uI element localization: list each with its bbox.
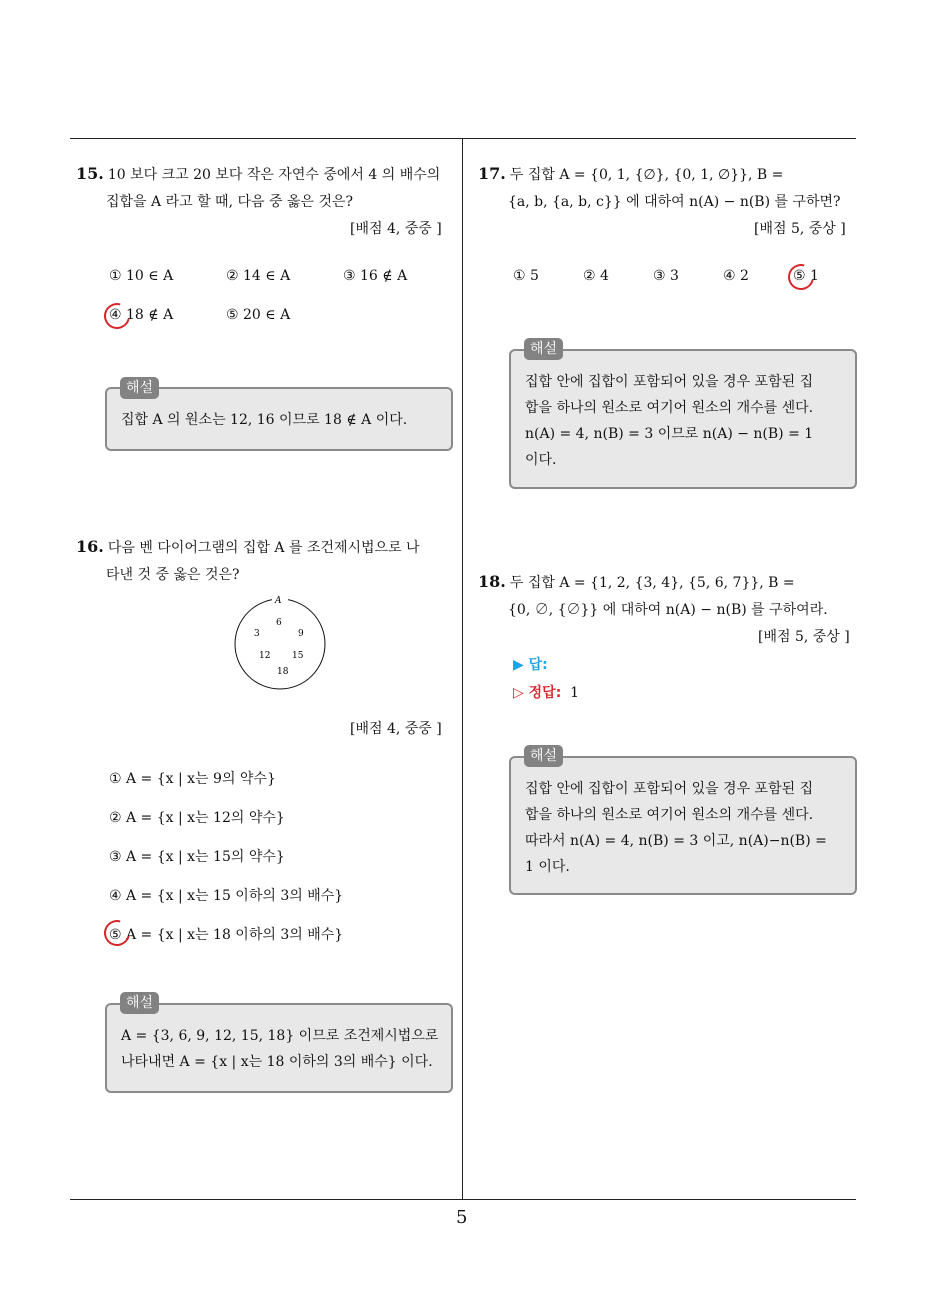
question-number: 15. bbox=[76, 164, 104, 183]
question-17 bbox=[478, 160, 860, 216]
bottom-rule bbox=[70, 1199, 856, 1200]
top-rule bbox=[70, 138, 856, 139]
choice-1[interactable]: ① 10 ∈ A bbox=[109, 268, 174, 284]
explanation-tag: 해설 bbox=[524, 745, 563, 767]
venn-element: 12 bbox=[259, 651, 271, 661]
venn-diagram bbox=[228, 594, 332, 694]
score-meta: [배점 4, 중중 ] bbox=[350, 221, 442, 237]
question-text: {0, ∅, {∅}} 에 대하여 n(A) − n(B) 를 구하여라. bbox=[508, 602, 828, 618]
venn-element: 18 bbox=[277, 667, 289, 677]
explanation-text: A = {3, 6, 9, 12, 15, 18} 이므로 조건제시법으로 bbox=[121, 1028, 439, 1044]
question-text: 두 집합 A = {0, 1, {∅}, {0, 1, ∅}}, B = bbox=[509, 167, 784, 183]
question-text: 10 보다 크고 20 보다 작은 자연수 중에서 4 의 배수의 bbox=[107, 167, 441, 183]
venn-element: 6 bbox=[276, 618, 282, 628]
explanation-text: 따라서 n(A) = 4, n(B) = 3 이고, n(A)−n(B) = bbox=[525, 833, 827, 849]
choice-5[interactable]: ⑤ A = {x | x는 18 이하의 3의 배수} bbox=[109, 927, 344, 943]
page-number: 5 bbox=[456, 1207, 468, 1228]
score-meta: [배점 4, 중중 ] bbox=[350, 721, 442, 737]
question-18 bbox=[478, 568, 860, 624]
explanation-tag: 해설 bbox=[120, 377, 159, 399]
choice-3[interactable]: ③ 3 bbox=[653, 268, 679, 284]
choice-2[interactable]: ② 14 ∈ A bbox=[226, 268, 291, 284]
explanation-text: n(A) = 4, n(B) = 3 이므로 n(A) − n(B) = 1 bbox=[525, 426, 814, 442]
score-meta: [배점 5, 중상 ] bbox=[758, 629, 850, 645]
question-16 bbox=[76, 533, 456, 589]
correct-answer-value: 1 bbox=[570, 685, 580, 701]
choice-4[interactable]: ④ 2 bbox=[723, 268, 749, 284]
choice-3[interactable]: ③ 16 ∉ A bbox=[343, 268, 408, 284]
choice-1[interactable]: ① 5 bbox=[513, 268, 539, 284]
question-text: 다음 벤 다이어그램의 집합 A 를 조건제시법으로 나 bbox=[107, 540, 420, 556]
explanation-text: 집합 안에 집합이 포함되어 있을 경우 포함된 집 bbox=[525, 781, 814, 797]
explanation-text: 합을 하나의 원소로 여기어 원소의 개수를 센다. bbox=[525, 807, 814, 823]
venn-element: 15 bbox=[292, 651, 304, 661]
question-number: 16. bbox=[76, 537, 104, 556]
question-number: 18. bbox=[478, 572, 506, 591]
explanation-box bbox=[105, 1003, 453, 1093]
explanation-text: 나타내면 A = {x | x는 18 이하의 3의 배수} 이다. bbox=[121, 1054, 433, 1070]
choice-1[interactable]: ① A = {x | x는 9의 약수} bbox=[109, 771, 276, 787]
venn-element: 9 bbox=[298, 629, 304, 639]
explanation-box bbox=[509, 756, 857, 895]
choice-4[interactable]: ④ 18 ∉ A bbox=[109, 307, 174, 323]
choice-5[interactable]: ⑤ 1 bbox=[793, 268, 819, 284]
explanation-text: 집합 안에 집합이 포함되어 있을 경우 포함된 집 bbox=[525, 374, 814, 390]
answer-mark-icon bbox=[99, 915, 135, 951]
question-text: {a, b, {a, b, c}} 에 대하여 n(A) − n(B) 를 구하면? bbox=[508, 194, 841, 210]
explanation-text: 1 이다. bbox=[525, 859, 570, 875]
answer-mark-icon bbox=[783, 259, 819, 295]
venn-element: 3 bbox=[254, 629, 260, 639]
question-text: 집합을 A 라고 할 때, 다음 중 옳은 것은? bbox=[106, 194, 354, 210]
explanation-tag: 해설 bbox=[120, 992, 159, 1014]
explanation-tag: 해설 bbox=[524, 338, 563, 360]
venn-label: A bbox=[275, 596, 282, 606]
choice-4[interactable]: ④ A = {x | x는 15 이하의 3의 배수} bbox=[109, 888, 344, 904]
choice-3[interactable]: ③ A = {x | x는 15의 약수} bbox=[109, 849, 285, 865]
score-meta: [배점 5, 중상 ] bbox=[754, 221, 846, 237]
explanation-text: 집합 A 의 원소는 12, 16 이므로 18 ∉ A 이다. bbox=[121, 412, 408, 428]
explanation-text: 합을 하나의 원소로 여기어 원소의 개수를 센다. bbox=[525, 400, 814, 416]
choice-2[interactable]: ② 4 bbox=[583, 268, 609, 284]
explanation-box bbox=[509, 349, 857, 489]
correct-answer bbox=[513, 682, 579, 702]
choice-5[interactable]: ⑤ 20 ∈ A bbox=[226, 307, 291, 323]
question-number: 17. bbox=[478, 164, 506, 183]
column-divider bbox=[462, 138, 463, 1200]
answer-input-label[interactable]: ▶ 답: bbox=[513, 657, 548, 673]
choice-2[interactable]: ② A = {x | x는 12의 약수} bbox=[109, 810, 285, 826]
explanation-text: 이다. bbox=[525, 452, 557, 468]
question-text: 두 집합 A = {1, 2, {3, 4}, {5, 6, 7}}, B = bbox=[509, 575, 795, 591]
answer-mark-icon bbox=[99, 298, 135, 334]
question-15 bbox=[76, 160, 456, 216]
question-text: 타낸 것 중 옳은 것은? bbox=[106, 567, 240, 583]
correct-answer-label: ▷ 정답: bbox=[513, 685, 562, 701]
